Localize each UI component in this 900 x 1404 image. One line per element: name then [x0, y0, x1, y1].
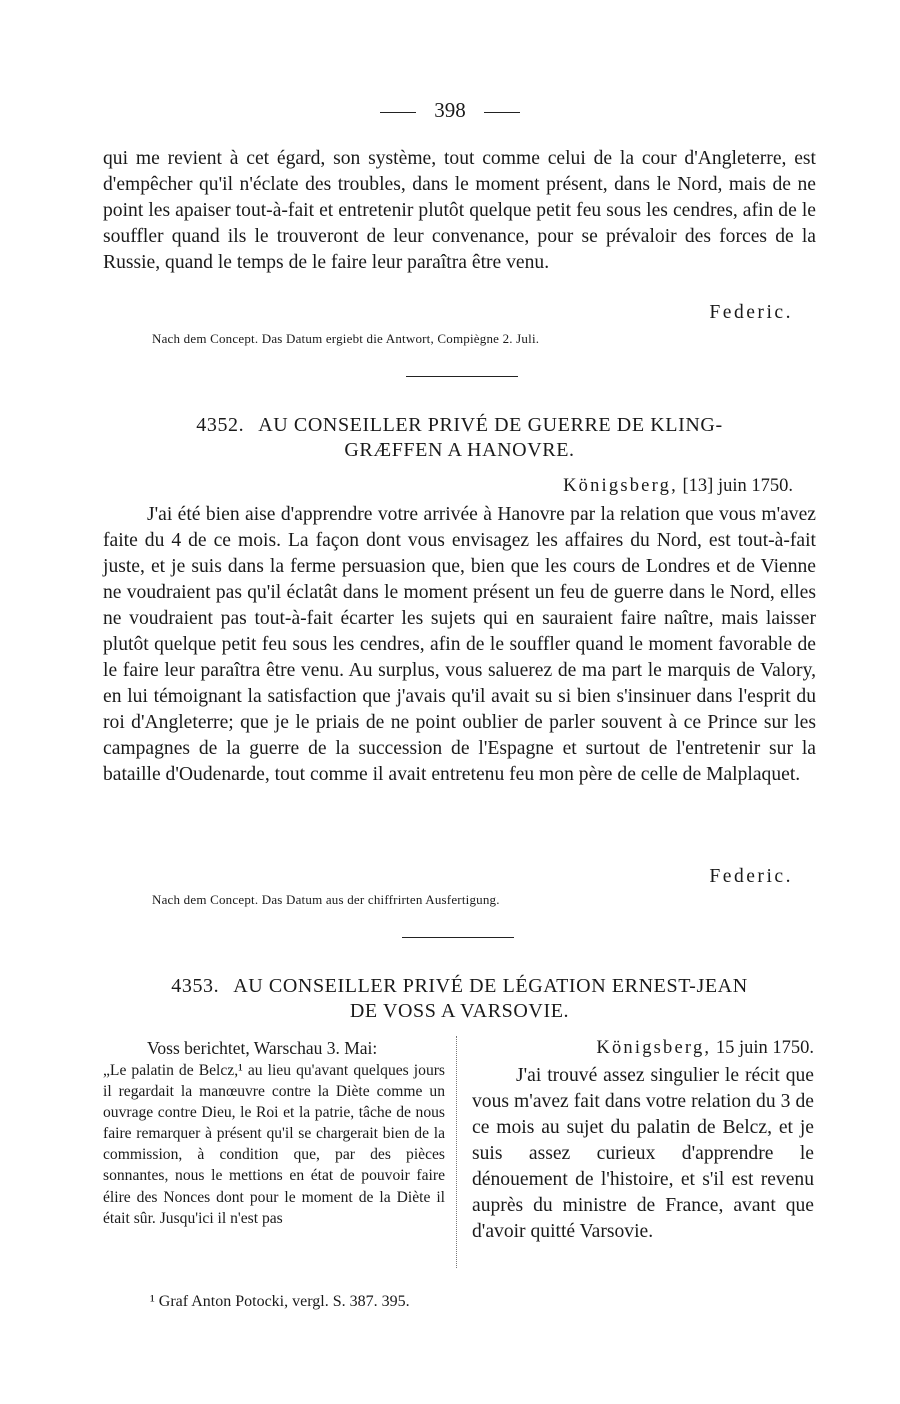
source-note-top: Nach dem Concept. Das Datum ergiebt die Antwort, Compiègne 2. Juli.	[152, 331, 540, 346]
section-divider	[406, 376, 518, 377]
letter-number-4353: 4353.	[171, 975, 220, 997]
continued-letter-text: qui me revient à cet égard, son système, tout comme celui de la cour d'Angleterre, est d'empêcher qu'il n'éclate des troubles, dans le moment présent, dans le Nord, mais de ne point les apaiser tout-à-fait et entretenir plutôt quelque petit feu sous les cendres, afin de le souffler quand ils le trouveront de leur convenance, pour se prévaloir des forces de la Russie, quand le temps de le faire leur paraîtra être venu.	[103, 148, 816, 273]
left-column-report	[103, 1036, 445, 1229]
reply-body: J'ai trouvé assez singulier le récit que vous m'avez fait dans votre relation du 3 de ce mois au sujet du palatin de Belcz, et je suis assez curieux d'apprendre le dénouement de l'histoire, et s'il est revenu auprès du ministre de France, avant que d'avoir quitté Varsovie.	[472, 1065, 814, 1242]
heading-4352-title1: AU CONSEILLER PRIVÉ DE GUERRE DE KLING-	[258, 414, 723, 436]
right-column-reply	[472, 1038, 814, 1245]
letter-number-4352: 4352.	[196, 414, 245, 436]
heading-4353-title2: DE VOSS A VARSOVIE.	[349, 1000, 570, 1022]
dateline-4352	[103, 476, 793, 497]
header-dash-right	[484, 112, 520, 113]
heading-4353	[103, 974, 816, 1024]
heading-4353-title1: AU CONSEILLER PRIVÉ DE LÉGATION ERNEST-JEAN	[233, 975, 748, 997]
header-dash-left	[380, 112, 416, 113]
heading-4352	[103, 413, 816, 463]
signature-federic-top: Federic.	[709, 302, 793, 323]
source-note-4352: Nach dem Concept. Das Datum aus der chiffrirten Ausfertigung.	[152, 892, 500, 907]
dateline-4352-date: [13] juin 1750.	[682, 476, 793, 496]
heading-4352-title2: GRÆFFEN A HANOVRE.	[344, 439, 575, 461]
page-header	[0, 98, 900, 123]
section-divider-2	[402, 937, 514, 938]
letter-4352-body: J'ai été bien aise d'apprendre votre arrivée à Hanovre par la relation que vous m'avez faite du 4 de ce mois. La façon dont vous envisagez les affaires du Nord, est tout-à-fait juste, et je suis dans la ferme persuasion que, bien que les cours de Londres et de Vienne ne voudraient pas qu'il éclatât dans le moment présent un feu de guerre dans le Nord, elles ne voudraient pas tout-à-fait écarter les sujets qui en sauraient faire naître, mais laisser plutôt quelque petit feu sous les cendres, afin de le souffler quand le moment favorable de le faire leur paraîtra être venu. Au surplus, vous saluerez de ma part le marquis de Valory, en lui témoignant la satisfaction que j'avais qu'il avait su si bien s'insinuer dans l'esprit du roi d'Angleterre; que je le priais de ne point oublier de parler souvent à ce Prince sur les campagnes de la guerre de la succession de l'Espagne et surtout de l'entretenir sur la bataille d'Oudenarde, tout comme il avait entretenu feu mon père de celle de Malplaquet.	[103, 504, 816, 785]
column-divider	[456, 1036, 457, 1268]
heading-4352-line1	[103, 413, 816, 438]
footnote: ¹ Graf Anton Potocki, vergl. S. 387. 395.	[150, 1293, 410, 1310]
dateline-4352-place: Königsberg,	[563, 476, 678, 496]
report-quote: „Le palatin de Belcz,¹ au lieu qu'avant quelques jours il regardait la manœuvre contre la Diète comme un ouvrage contre Dieu, le Roi et la patrie, tâche de nous faire remarquer à présent qu'il se chargerait bien de la commission, à condition que, par des pièces sonnantes, nous le mettions en état de pouvoir faire élire des Nonces dont pour le moment de la Diète il était sûr. Jusqu'ici il n'est pas	[103, 1062, 445, 1227]
report-intro: Voss berichtet, Warschau 3. Mai:	[147, 1038, 378, 1058]
dateline-4353-place: Königsberg,	[596, 1038, 712, 1058]
dateline-4353	[472, 1038, 814, 1059]
page-number: 398	[434, 98, 466, 122]
heading-4353-line1	[103, 974, 816, 999]
signature-federic-4352: Federic.	[709, 866, 793, 887]
dateline-4353-date: 15 juin 1750.	[715, 1038, 814, 1058]
